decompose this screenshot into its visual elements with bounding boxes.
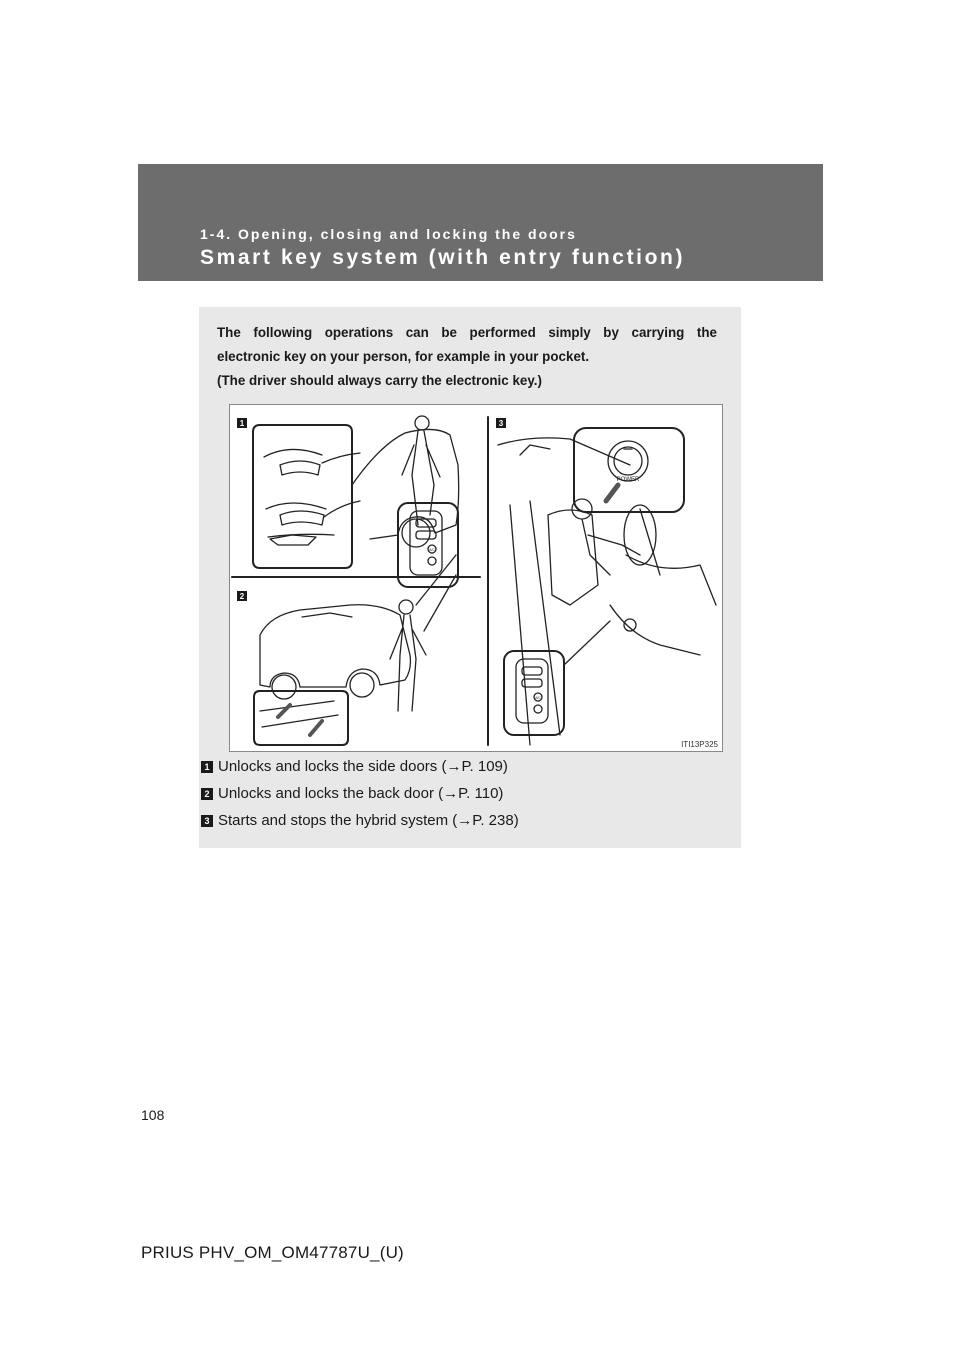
hand-upper [322,453,360,463]
key-button-panic-3 [534,705,542,713]
caption-item [201,807,731,834]
person2-body [390,615,426,711]
dashboard [626,555,716,605]
seat-edges [510,501,560,745]
key-ac-label-1: A/C [429,548,435,552]
caption-text-1: Unlocks and locks the side doors (→P. 109) [218,758,508,775]
grab-handle [520,445,550,455]
intro-text [217,321,717,393]
rear-wheel-left [272,675,296,699]
power-label: POWER [616,477,640,483]
page-title: Smart key system (with entry function) [200,246,686,269]
hand-lower [324,501,360,517]
key-button-unlock-1 [416,531,436,539]
info-panel [199,307,741,848]
leader-key-back-2 [424,575,456,631]
arrow-backdoor-1 [278,705,290,717]
person-head [415,416,429,430]
intro-line-3: (The driver should always carry the electronic key.) [217,373,542,388]
console [610,605,700,655]
intro-line-2: electronic key on your person, for example in your pocket. [217,349,590,364]
caption-marker-3: 3 [201,815,213,827]
handle-lower [280,511,324,525]
arrow-backdoor-2 [310,721,322,735]
person2-head [399,600,413,614]
marker-1-label: 1 [239,419,245,428]
driver-body [582,519,640,575]
caption-item [201,753,731,780]
figure-code: ITI13P325 [681,740,718,749]
caption-marker-1: 1 [201,761,213,773]
page-number: 108 [141,1107,165,1123]
key-fob-3 [516,659,548,723]
intro-line-1: The following operations can be performed simply by carrying the [217,325,717,340]
section-header [138,164,823,281]
footer-document-code: PRIUS PHV_OM_OM47787U_(U) [141,1243,404,1262]
illustration-drawing [230,405,722,751]
key-button-panic-1 [428,557,436,565]
key-button-lock-3 [522,667,542,675]
section-label: 1-4. Opening, closing and locking the doors [200,226,577,242]
caption-text-2: Unlocks and locks the back door (→P. 110) [218,785,504,802]
backdoor-inset-lines [260,701,338,727]
leader-key-driver [564,621,610,665]
arrow-power-button [606,485,618,501]
smart-key-illustration [229,404,723,752]
rear-window [302,613,352,617]
rear-wheel-right [350,673,374,697]
marker-3-label: 3 [498,419,504,428]
driver-seat [548,510,598,605]
caption-list [201,753,731,834]
key-ac-label-3: A/C [535,696,541,700]
backdoor-inset [254,691,348,745]
door-handle-inset [253,425,352,568]
power-button [614,447,642,475]
marker-2-label: 2 [239,592,245,601]
caption-item [201,780,731,807]
car-side [352,429,459,539]
panel-markers [237,418,506,601]
caption-marker-2: 2 [201,788,213,800]
handle-upper [280,461,320,475]
caption-text-3: Starts and stops the hybrid system (→P. 238) [218,812,519,829]
